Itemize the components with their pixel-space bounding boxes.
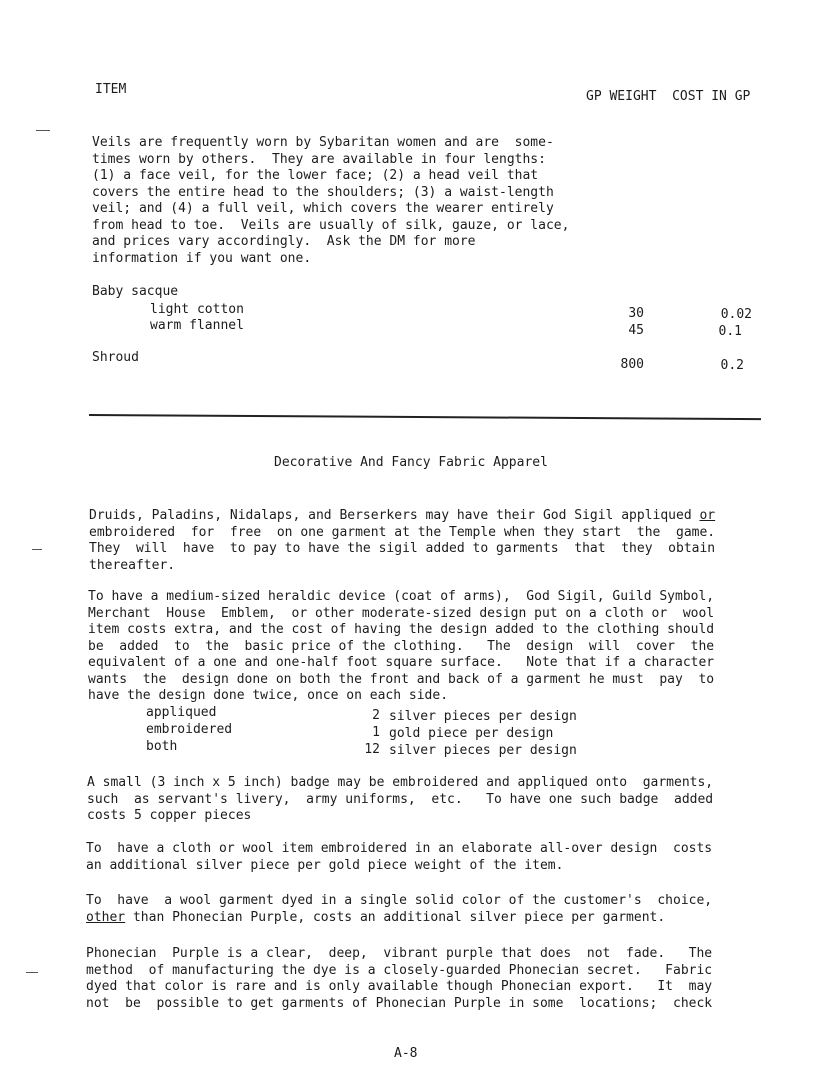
- text-line: embroidered for free on one garment at the Temple when they start the game.: [89, 524, 716, 540]
- text-line: times worn by others. They are available in four lengths:: [92, 151, 546, 167]
- text-line: Merchant House Emblem, or other moderate-sized design put on a cloth or wool: [88, 605, 715, 621]
- text-line: have the design done twice, once on each side.: [88, 688, 449, 703]
- design-cost-label: both: [146, 739, 178, 754]
- text-line: (1) a face veil, for the lower face; (2) a head veil that: [92, 168, 539, 183]
- design-cost-qty: 1: [372, 725, 380, 740]
- text-line: A small (3 inch x 5 inch) badge may be embroidered and appliqued onto garments,: [87, 775, 714, 790]
- text-line: veil; and (4) a full veil, which covers the wearer entirely: [92, 201, 554, 216]
- embroidery-paragraph: [86, 841, 756, 874]
- text-line: Phonecian Purple is a clear, deep, vibrant purple that does not fade. The: [86, 946, 713, 961]
- text-line: [86, 910, 756, 927]
- item-light-cotton-cost: 0.02: [720, 307, 752, 322]
- design-cost-label: embroidered: [146, 722, 233, 737]
- design-cost-label: appliqued: [146, 705, 217, 720]
- phonecian-purple-paragraph: [86, 946, 756, 1012]
- item-light-cotton-weight: 30: [628, 306, 644, 321]
- item-shroud-weight: 800: [620, 357, 644, 372]
- text-line: To have a wool garment dyed in a single solid color of the customer's choice,: [86, 893, 713, 908]
- item-warm-flannel-cost: 0.1: [718, 324, 742, 339]
- weight-cost-column-header: GP WEIGHT COST IN GP: [586, 89, 751, 104]
- design-cost-qty: 2: [372, 708, 380, 723]
- text-line: from head to toe. Veils are usually of silk, gauze, or lace,: [92, 217, 570, 233]
- scan-mark: [26, 972, 38, 973]
- text-line: [89, 508, 759, 525]
- item-warm-flannel-label: warm flannel: [150, 318, 244, 333]
- text-line: dyed that color is rare and is only available though Phonecian export. It may: [86, 979, 713, 994]
- item-shroud-cost: 0.2: [720, 358, 744, 373]
- text-line: an additional silver piece per gold piece weight of the item.: [86, 857, 564, 873]
- god-sigil-paragraph: [89, 508, 759, 574]
- dye-paragraph: [86, 893, 756, 926]
- underlined-word: or: [699, 508, 716, 523]
- text-line: costs 5 copper pieces: [87, 808, 252, 823]
- design-cost-price: silver pieces per design: [389, 743, 577, 758]
- design-cost-price: silver pieces per design: [389, 709, 577, 724]
- text-line: such as servant's livery, army uniforms, etc. To have one such badge added: [87, 791, 714, 807]
- text-line: equivalent of a one and one-half foot square surface. Note that if a character: [88, 655, 715, 670]
- item-shroud-label: Shroud: [92, 350, 139, 365]
- badge-paragraph: [87, 775, 757, 825]
- heraldic-device-paragraph: [88, 589, 758, 705]
- text-line: covers the entire head to the shoulders; (3) a waist-length: [92, 184, 554, 200]
- text-line: They will have to pay to have the sigil added to garments that they obtain: [89, 541, 716, 556]
- section-title: Decorative And Fancy Fabric Apparel: [274, 455, 548, 470]
- text-line: To have a cloth or wool item embroidered in an elaborate all-over design costs: [86, 841, 713, 856]
- text-line: information if you want one.: [92, 250, 312, 266]
- text-line: be added to the basic price of the clothing. The design will cover the: [88, 638, 715, 654]
- design-cost-qty: 12: [364, 742, 380, 757]
- veils-paragraph: [92, 135, 612, 267]
- text-line: wants the design done on both the front and back of a garment he must pay to: [88, 671, 715, 687]
- text-line: thereafter.: [89, 557, 176, 573]
- item-warm-flannel-weight: 45: [628, 323, 644, 338]
- item-light-cotton-label: light cotton: [150, 302, 244, 317]
- text-segment: than Phonecian Purple, costs an additional silver piece per garment.: [125, 909, 666, 925]
- text-line: and prices vary accordingly. Ask the DM for more: [92, 234, 476, 249]
- item-baby-sacque: Baby sacque: [92, 284, 179, 299]
- text-line: method of manufacturing the dye is a closely-guarded Phonecian secret. Fabric: [86, 962, 713, 978]
- scan-mark: [36, 130, 50, 131]
- text-line: item costs extra, and the cost of having the design added to the clothing should: [88, 622, 715, 637]
- item-column-header: ITEM: [95, 82, 127, 97]
- text-line: Veils are frequently worn by Sybaritan women and are some-: [92, 135, 554, 150]
- text-line: To have a medium-sized heraldic device (coat of arms), God Sigil, Guild Symbol,: [88, 589, 715, 604]
- underlined-word: other: [86, 909, 126, 925]
- design-cost-price: gold piece per design: [389, 726, 554, 741]
- page-number: A-8: [394, 1046, 418, 1061]
- text-segment: Druids, Paladins, Nidalaps, and Berserkers may have their God Sigil appliqued: [89, 508, 692, 523]
- section-divider: [89, 414, 761, 420]
- text-line: not be possible to get garments of Phonecian Purple in some locations; check: [86, 995, 713, 1011]
- scan-mark: [32, 549, 42, 550]
